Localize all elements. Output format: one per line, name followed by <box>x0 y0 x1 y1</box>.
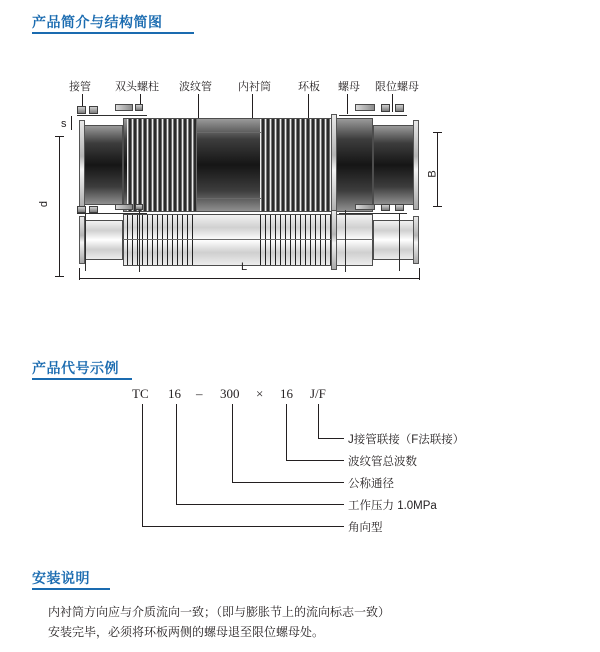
section-rule-code <box>32 378 132 380</box>
tie-rod-bottom-right <box>339 213 407 214</box>
limit-nut-top-right-2 <box>395 104 404 112</box>
liner-line-lower <box>197 198 261 199</box>
stud-bottom-left <box>115 204 133 210</box>
dimension-B: B <box>426 170 439 178</box>
section-rule-install <box>32 588 110 590</box>
code-token-1: 16 <box>168 386 181 401</box>
bellows-left-bottom <box>127 215 197 265</box>
dimension-s-line <box>71 116 72 130</box>
dimension-d-tick-top <box>55 136 64 137</box>
code-leader-v-0 <box>318 404 319 438</box>
dimension-B-line <box>437 132 438 206</box>
code-leader-v-4 <box>142 404 143 526</box>
limit-nut-bottom-right-1 <box>381 204 390 211</box>
ring-plate-bottom <box>331 210 337 270</box>
left-pipe-top <box>83 125 123 205</box>
flange-right-top <box>413 120 419 210</box>
code-token-2: – <box>196 386 203 401</box>
tie-rod-vert-right-1 <box>345 210 346 272</box>
code-desc-2: 公称通径 <box>348 478 394 490</box>
code-leader-v-3 <box>176 404 177 504</box>
tie-rod-top-left <box>77 115 147 116</box>
install-notes-list <box>48 602 568 642</box>
callout-label-0: 接管 <box>69 81 91 93</box>
dimension-L: L <box>241 261 248 273</box>
code-desc-4: 角向型 <box>348 522 383 534</box>
dimension-d: d <box>38 200 51 208</box>
structure-diagram <box>38 70 545 285</box>
code-leader-v-1 <box>286 404 287 460</box>
code-leader-h-3 <box>176 504 344 505</box>
nut-top-left-3 <box>135 104 143 111</box>
code-leader-h-4 <box>142 526 344 527</box>
right-pipe-top <box>373 125 415 205</box>
dimension-d-tick-bottom <box>55 276 64 277</box>
flange-left-top <box>79 120 85 210</box>
code-token-6: J/F <box>310 386 326 401</box>
tie-rod-bottom-left <box>77 213 147 214</box>
callout-label-3: 内衬筒 <box>238 81 271 93</box>
install-note-1: 安装完毕，必须将环板两侧的螺母退至限位螺母处。 <box>48 625 325 639</box>
leader-line-5 <box>347 94 348 114</box>
code-leader-v-2 <box>232 404 233 482</box>
tie-rod-vert-left-2 <box>139 210 140 272</box>
left-pipe-bottom <box>83 220 123 260</box>
tie-rod-vert-right-2 <box>399 213 400 271</box>
code-token-0: TC <box>132 386 149 401</box>
bellows-right-top <box>260 119 332 211</box>
ring-plate-top <box>331 114 337 216</box>
stud-top-left <box>115 104 133 111</box>
dimension-B-tick-top <box>433 132 442 133</box>
install-note-0: 内衬筒方向应与介质流向一致；（即与膨胀节上的流向标志一致） <box>48 605 391 619</box>
code-desc-0: J接管联接（F法联接） <box>348 434 465 446</box>
section-title-install: 安装说明 <box>32 570 90 586</box>
section-rule-structure <box>32 32 194 34</box>
tie-rod-vert-left-1 <box>85 213 86 271</box>
callout-label-6: 限位螺母 <box>375 81 419 93</box>
flange-right-bottom <box>413 216 419 264</box>
limit-nut-top-right-1 <box>381 104 390 112</box>
leader-line-6 <box>392 94 393 112</box>
code-token-5: 16 <box>280 386 293 401</box>
nut-top-left-1 <box>77 106 86 114</box>
code-leader-h-2 <box>232 482 344 483</box>
callout-label-2: 波纹管 <box>179 81 212 93</box>
nut-bottom-left-2 <box>89 206 98 213</box>
product-code-example <box>120 386 540 536</box>
code-token-3: 300 <box>220 386 240 401</box>
section-title-code: 产品代号示例 <box>32 360 119 376</box>
code-desc-1: 波纹管总波数 <box>348 456 417 468</box>
dimension-L-line <box>79 278 420 279</box>
code-leader-h-1 <box>286 460 344 461</box>
tie-rod-top-right <box>339 115 407 116</box>
callout-label-5: 螺母 <box>338 81 360 93</box>
nut-bottom-left-1 <box>77 206 86 213</box>
liner-line-upper <box>197 132 261 133</box>
limit-nut-bottom-right-2 <box>395 204 404 211</box>
code-leader-h-0 <box>318 438 344 439</box>
right-pipe-bottom <box>373 220 415 260</box>
bellows-right-bottom <box>260 215 332 265</box>
stud-bottom-right <box>355 204 375 210</box>
section-title-structure: 产品简介与结构简图 <box>32 14 163 30</box>
dimension-d-line <box>59 136 60 276</box>
callout-label-1: 双头螺柱 <box>115 81 159 93</box>
code-token-4: × <box>256 386 264 401</box>
bellows-left-top <box>127 119 197 211</box>
stud-top-right <box>355 104 375 111</box>
callout-label-4: 环板 <box>298 81 320 93</box>
dimension-s: s <box>61 118 67 130</box>
nut-top-left-2 <box>89 106 98 114</box>
code-desc-3: 工作压力 1.0MPa <box>348 500 437 512</box>
dimension-B-tick-bottom <box>433 206 442 207</box>
